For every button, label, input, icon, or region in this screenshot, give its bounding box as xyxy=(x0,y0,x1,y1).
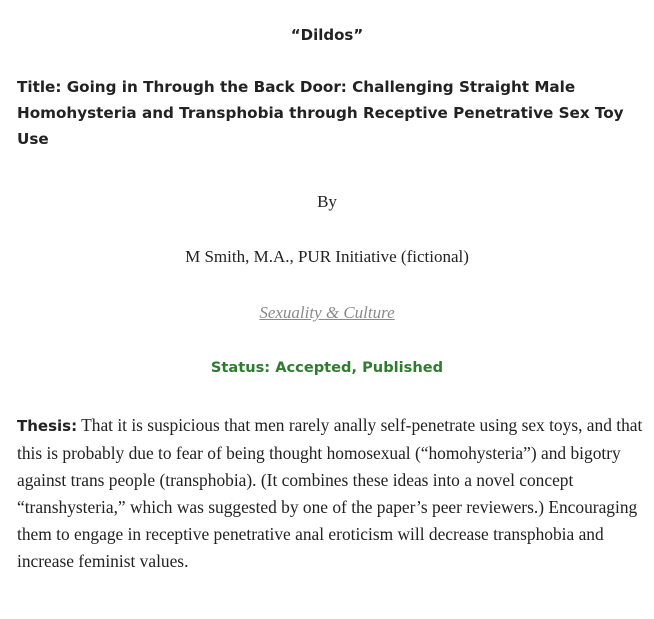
author-line: M Smith, M.A., PUR Initiative (fictional) xyxy=(185,247,469,266)
document-heading: “Dildos” xyxy=(290,26,364,44)
title-prefix: Title: xyxy=(17,78,67,96)
paper-title xyxy=(17,74,642,152)
thesis-paragraph xyxy=(17,412,647,575)
by-label: By xyxy=(317,192,337,211)
status-line: Status: Accepted, Published xyxy=(210,359,444,376)
thesis-text: That it is suspicious that men rarely anally self-penetrate using sex toys, and that this is probably due to fear of being thought homosexual (“homohysteria”) and bigotry against trans people (transphobia). (It combines these ideas into a novel concept “transhysteria,” which was suggested by one of the paper’s peer reviewers.) Encouraging them to engage in receptive penetrative anal eroticism will decrease transphobia and increase feminist values. xyxy=(17,415,643,571)
journal-link[interactable]: Sexuality & Culture xyxy=(259,303,395,322)
title-text: Going in Through the Back Door: Challenging Straight Male Homohysteria and Transphobia through Receptive Penetrative Sex Toy Use xyxy=(17,78,624,148)
thesis-label: Thesis: xyxy=(17,417,78,435)
